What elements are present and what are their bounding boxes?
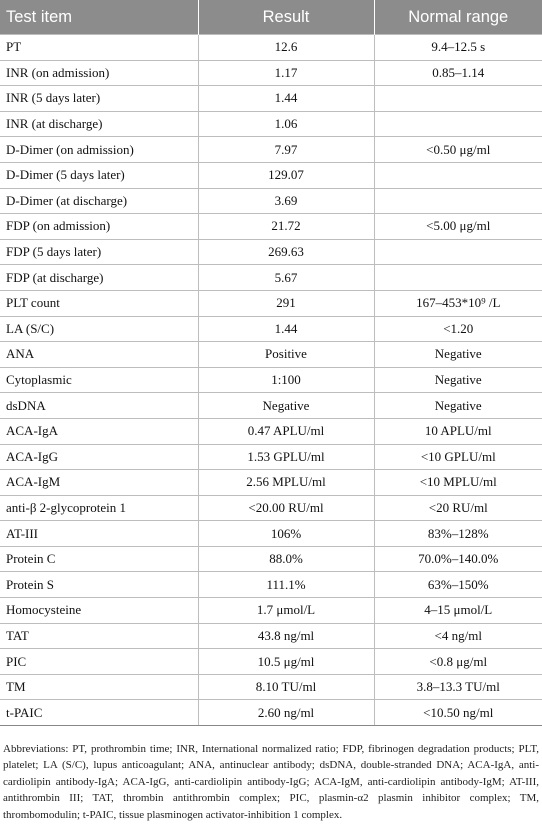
result-cell: 3.69 (198, 188, 374, 214)
table-row (0, 86, 542, 112)
normal-range-cell: 9.4–12.5 s (374, 35, 542, 61)
test-item-cell: ACA-IgA (0, 418, 198, 444)
result-cell: 5.67 (198, 265, 374, 291)
result-cell: 269.63 (198, 239, 374, 265)
normal-range-cell: <10.50 ng/ml (374, 700, 542, 726)
header-normal-range: Normal range (374, 0, 542, 35)
result-cell: 7.97 (198, 137, 374, 163)
test-item-cell: FDP (5 days later) (0, 239, 198, 265)
normal-range-cell (374, 86, 542, 112)
table-row (0, 470, 542, 496)
test-item-cell: INR (at discharge) (0, 111, 198, 137)
test-item-cell: TM (0, 674, 198, 700)
table-row (0, 214, 542, 240)
result-cell: 2.56 MPLU/ml (198, 470, 374, 496)
table-row (0, 111, 542, 137)
result-cell: <20.00 RU/ml (198, 495, 374, 521)
normal-range-cell (374, 162, 542, 188)
test-item-cell: PT (0, 35, 198, 61)
table-row (0, 649, 542, 675)
table-row (0, 162, 542, 188)
header-result: Result (198, 0, 374, 35)
normal-range-cell: <20 RU/ml (374, 495, 542, 521)
test-item-cell: PLT count (0, 290, 198, 316)
test-item-cell: Protein C (0, 546, 198, 572)
normal-range-cell: <5.00 μg/ml (374, 214, 542, 240)
result-cell: 2.60 ng/ml (198, 700, 374, 726)
table-row (0, 674, 542, 700)
table-row (0, 572, 542, 598)
result-cell: 1.44 (198, 316, 374, 342)
table-row (0, 700, 542, 726)
test-item-cell: Protein S (0, 572, 198, 598)
normal-range-cell (374, 239, 542, 265)
result-cell: 291 (198, 290, 374, 316)
normal-range-cell: <10 MPLU/ml (374, 470, 542, 496)
table-row (0, 342, 542, 368)
normal-range-cell: 83%–128% (374, 521, 542, 547)
table-row (0, 598, 542, 624)
test-item-cell: Cytoplasmic (0, 367, 198, 393)
normal-range-cell (374, 111, 542, 137)
header-test-item: Test item (0, 0, 198, 35)
normal-range-cell: Negative (374, 342, 542, 368)
table-row (0, 265, 542, 291)
test-item-cell: INR (5 days later) (0, 86, 198, 112)
test-item-cell: PIC (0, 649, 198, 675)
normal-range-cell: 0.85–1.14 (374, 60, 542, 86)
table-row (0, 290, 542, 316)
normal-range-cell: <0.8 μg/ml (374, 649, 542, 675)
normal-range-cell: 10 APLU/ml (374, 418, 542, 444)
result-cell: 1:100 (198, 367, 374, 393)
test-item-cell: anti-β 2-glycoprotein 1 (0, 495, 198, 521)
test-item-cell: TAT (0, 623, 198, 649)
test-item-cell: Homocysteine (0, 598, 198, 624)
normal-range-cell: <1.20 (374, 316, 542, 342)
result-cell: 12.6 (198, 35, 374, 61)
table-row (0, 418, 542, 444)
table-body (0, 35, 542, 726)
test-item-cell: D-Dimer (at discharge) (0, 188, 198, 214)
test-item-cell: ACA-IgG (0, 444, 198, 470)
normal-range-cell: 4–15 μmol/L (374, 598, 542, 624)
test-item-cell: t-PAIC (0, 700, 198, 726)
result-cell: 1.53 GPLU/ml (198, 444, 374, 470)
normal-range-cell: Negative (374, 393, 542, 419)
header-row (0, 0, 542, 35)
result-cell: 1.44 (198, 86, 374, 112)
table-row (0, 239, 542, 265)
table-row (0, 393, 542, 419)
table-row (0, 367, 542, 393)
result-cell: 106% (198, 521, 374, 547)
result-cell: 1.17 (198, 60, 374, 86)
normal-range-cell: 3.8–13.3 TU/ml (374, 674, 542, 700)
test-item-cell: INR (on admission) (0, 60, 198, 86)
normal-range-cell: <0.50 μg/ml (374, 137, 542, 163)
test-item-cell: FDP (on admission) (0, 214, 198, 240)
table-row (0, 188, 542, 214)
table-row (0, 137, 542, 163)
table-row (0, 495, 542, 521)
normal-range-cell: Negative (374, 367, 542, 393)
result-cell: 129.07 (198, 162, 374, 188)
result-cell: 43.8 ng/ml (198, 623, 374, 649)
result-cell: 8.10 TU/ml (198, 674, 374, 700)
result-cell: 1.06 (198, 111, 374, 137)
table-row (0, 35, 542, 61)
result-cell: 0.47 APLU/ml (198, 418, 374, 444)
abbreviations-footnote: Abbreviations: PT, prothrombin time; INR, International normalized ratio; FDP, fibrinogen degradation products; PLT, platelet; LA (S/C), lupus anticoagulant; ANA, antinuclear antibody; dsDNA, double-stranded DNA; ACA-IgA, anti-cardiolipin antibody-IgA; ACA-IgG, anti-cardiolipin antibody-IgG; ACA-IgM, anti-cardiolipin antibody-IgM; AT-III, antithrombin III; TAT, thrombin antithrombin complex; PIC, plasmin-α2 plasmin inhibitor complex; TM, thrombomodulin; t-PAIC, tissue plasminogen activator-inhibition 1 complex. (3, 743, 539, 821)
test-item-cell: LA (S/C) (0, 316, 198, 342)
result-cell: 111.1% (198, 572, 374, 598)
table-header (0, 0, 542, 35)
table-row (0, 60, 542, 86)
normal-range-cell (374, 188, 542, 214)
table-row (0, 521, 542, 547)
table-row (0, 444, 542, 470)
table-row (0, 546, 542, 572)
table-row (0, 316, 542, 342)
normal-range-cell: 70.0%–140.0% (374, 546, 542, 572)
test-item-cell: D-Dimer (on admission) (0, 137, 198, 163)
test-item-cell: ANA (0, 342, 198, 368)
result-cell: 21.72 (198, 214, 374, 240)
test-item-cell: dsDNA (0, 393, 198, 419)
result-cell: 88.0% (198, 546, 374, 572)
table-row (0, 623, 542, 649)
normal-range-cell: 63%–150% (374, 572, 542, 598)
normal-range-cell: <10 GPLU/ml (374, 444, 542, 470)
test-item-cell: AT-III (0, 521, 198, 547)
result-cell: 1.7 μmol/L (198, 598, 374, 624)
normal-range-cell: 167–453*10⁹ /L (374, 290, 542, 316)
test-item-cell: FDP (at discharge) (0, 265, 198, 291)
test-item-cell: D-Dimer (5 days later) (0, 162, 198, 188)
normal-range-cell: <4 ng/ml (374, 623, 542, 649)
result-cell: Negative (198, 393, 374, 419)
result-cell: 10.5 μg/ml (198, 649, 374, 675)
normal-range-cell (374, 265, 542, 291)
test-item-cell: ACA-IgM (0, 470, 198, 496)
result-cell: Positive (198, 342, 374, 368)
